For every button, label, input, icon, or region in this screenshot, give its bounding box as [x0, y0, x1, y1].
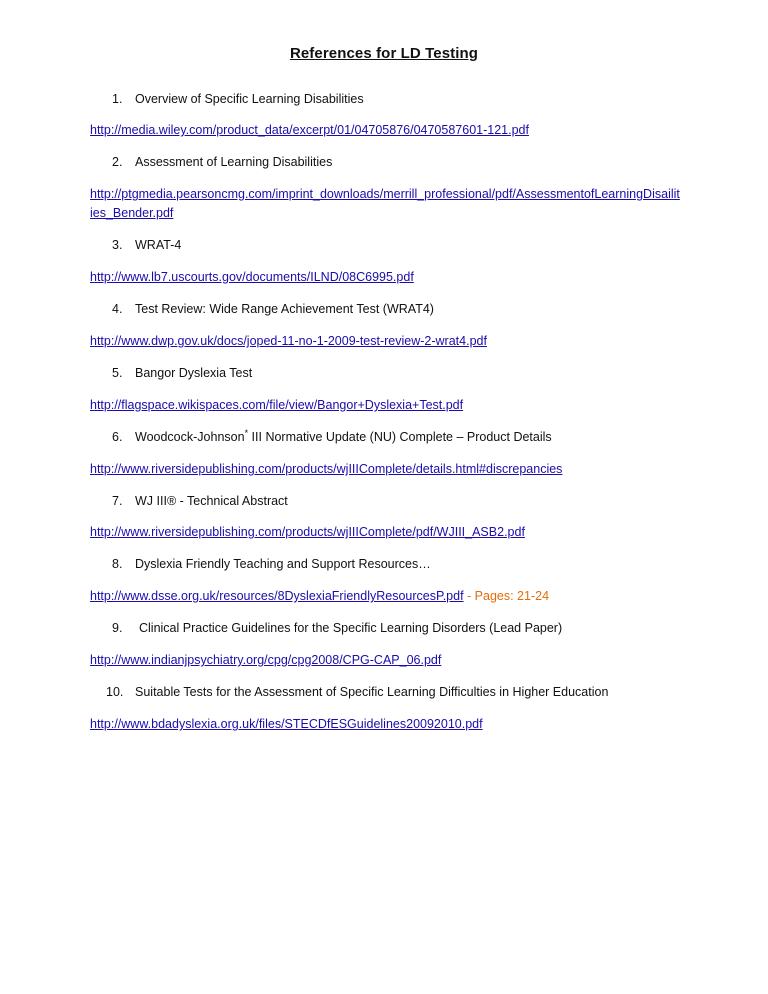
reference-link-block-6: [90, 460, 680, 479]
reference-number: 2.: [112, 155, 123, 169]
reference-link[interactable]: http://media.wiley.com/product_data/excerpt/01/04705876/0470587601-121.pdf: [90, 123, 529, 137]
reference-link-block-8: [90, 587, 680, 606]
reference-number: 7.: [112, 494, 123, 508]
reference-link-block-9: [90, 651, 680, 670]
reference-link-block-1: [90, 121, 680, 140]
reference-title: WJ III® - Technical Abstract: [135, 494, 288, 508]
reference-link-block-3: [90, 268, 680, 287]
reference-number: 10.: [106, 685, 124, 699]
reference-link[interactable]: http://www.riversidepublishing.com/products/wjIIIComplete/pdf/WJIII_ASB2.pdf: [90, 525, 525, 539]
reference-title: Test Review: Wide Range Achievement Test (WRAT4): [135, 302, 434, 316]
reference-title-part: III Normative Update (NU) Complete – Product Details: [248, 430, 552, 444]
reference-link[interactable]: http://www.dsse.org.uk/resources/8DyslexiaFriendlyResourcesP.pdf: [90, 589, 464, 603]
reference-number: 6.: [112, 430, 123, 444]
reference-link-block-5: [90, 396, 680, 415]
reference-link-block-7: [90, 523, 680, 542]
reference-link[interactable]: http://www.dwp.gov.uk/docs/joped-11-no-1-2009-test-review-2-wrat4.pdf: [90, 334, 487, 348]
reference-title: WRAT-4: [135, 238, 182, 252]
reference-title-part: Woodcock-Johnson: [135, 430, 245, 444]
reference-link[interactable]: http://www.lb7.uscourts.gov/documents/ILND/08C6995.pdf: [90, 270, 414, 284]
reference-link[interactable]: http://www.indianjpsychiatry.org/cpg/cpg2008/CPG-CAP_06.pdf: [90, 653, 442, 667]
reference-link[interactable]: http://www.bdadyslexia.org.uk/files/STECDfESGuidelines20092010.pdf: [90, 717, 483, 731]
reference-title: Assessment of Learning Disabilities: [135, 155, 333, 169]
reference-link[interactable]: http://www.riversidepublishing.com/products/wjIIIComplete/details.html#discrepancies: [90, 462, 563, 476]
document-title: References for LD Testing: [289, 45, 479, 62]
footnote-mark: *: [244, 427, 249, 438]
reference-number: 8.: [112, 557, 123, 571]
reference-number: 3.: [112, 238, 123, 252]
reference-title: Overview of Specific Learning Disabilities: [135, 92, 364, 106]
reference-title: Bangor Dyslexia Test: [135, 366, 253, 380]
reference-number: 9.: [112, 621, 123, 635]
reference-link-block-2: [90, 185, 680, 223]
reference-number: 4.: [112, 302, 123, 316]
reference-title: Dyslexia Friendly Teaching and Support Resources…: [135, 557, 431, 571]
reference-number: 1.: [112, 92, 123, 106]
reference-number: 5.: [112, 366, 123, 380]
reference-title: Suitable Tests for the Assessment of Specific Learning Difficulties in Higher Education: [135, 685, 609, 699]
reference-link-block-4: [90, 332, 680, 351]
reference-title: [135, 428, 552, 446]
reference-link-block-10: [90, 715, 680, 734]
pages-note: - Pages: 21-24: [463, 589, 550, 603]
reference-link[interactable]: http://flagspace.wikispaces.com/file/view/Bangor+Dyslexia+Test.pdf: [90, 398, 464, 412]
reference-title: Clinical Practice Guidelines for the Specific Learning Disorders (Lead Paper): [139, 621, 563, 635]
reference-link[interactable]: http://ptgmedia.pearsoncmg.com/imprint_downloads/merrill_professional/pdf/AssessmentofLearningDisailities_Bender.pdf: [90, 187, 680, 220]
